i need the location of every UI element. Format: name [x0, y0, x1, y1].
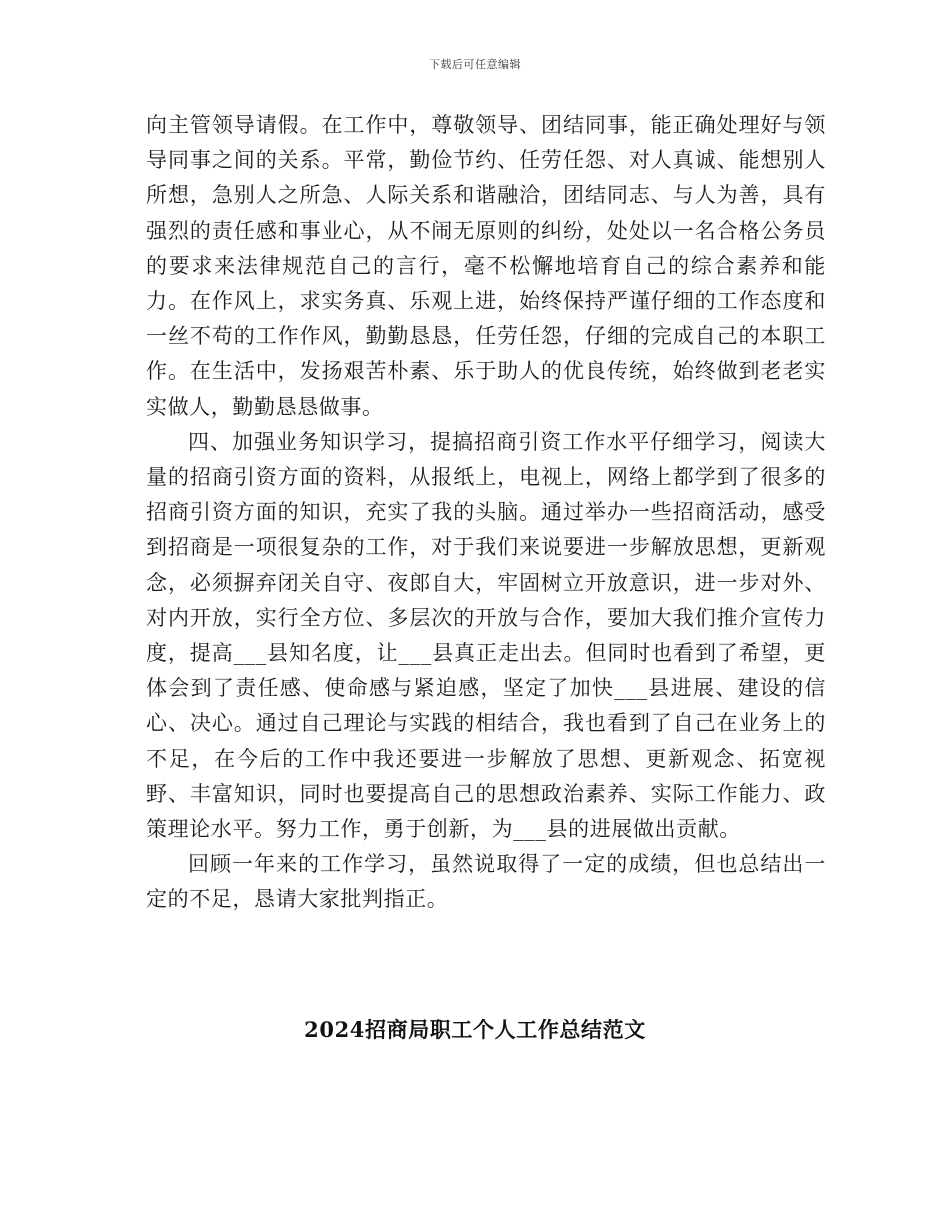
body-text — [146, 108, 826, 918]
document-title: 2024招商局职工个人工作总结范文 — [304, 1017, 646, 1042]
paragraph-review: 回顾一年来的工作学习，虽然说取得了一定的成绩，但也总结出一定的不足，恳请大家批判指正。 — [146, 852, 826, 912]
paragraph-business-study: 四、加强业务知识学习，提搞招商引资工作水平仔细学习，阅读大量的招商引资方面的资料，从报纸上，电视上，网络上都学到了很多的招商引资方面的知识，充实了我的头脑。通过举办一些招商活动，感受到招商是一项很复杂的工作，对于我们来说要进一步解放思想，更新观念，必须摒弃闭关自守、夜郎自大，牢固树立开放意识，进一步对外、对内开放，实行全方位、多层次的开放与合作，要加大我们推介宣传力度，提高___县知名度，让___县真正走出去。但同时也看到了希望，更体会到了责任感、使命感与紧迫感，坚定了加快___县进展、建设的信心、决心。通过自己理论与实践的相结合，我也看到了自己在业务上的不足，在今后的工作中我还要进一步解放了思想、更新观念、拓宽视野、丰富知识，同时也要提高自己的思想政治素养、实际工作能力、政策理论水平。努力工作，勇于创新，为___县的进展做出贡献。 — [146, 429, 826, 842]
header-note: 下载后可任意编辑 — [429, 58, 521, 71]
paragraph-conduct: 向主管领导请假。在工作中，尊敬领导、团结同事，能正确处理好与领导同事之间的关系。平常，勤俭节约、任劳任怨、对人真诚、能想别人所想，急别人之所急、人际关系和谐融洽，团结同志、与人为善，具有强烈的责任感和事业心，从不闹无原则的纠纷，处处以一名合格公务员的要求来法律规范自己的言行，毫不松懈地培育自己的综合素养和能力。在作风上，求实务真、乐观上进，始终保持严谨仔细的工作态度和一丝不苟的工作作风，勤勤恳恳，任劳任怨，仔细的完成自己的本职工作。在生活中，发扬艰苦朴素、乐于助人的优良传统，始终做到老老实实做人，勤勤恳恳做事。 — [146, 113, 826, 419]
